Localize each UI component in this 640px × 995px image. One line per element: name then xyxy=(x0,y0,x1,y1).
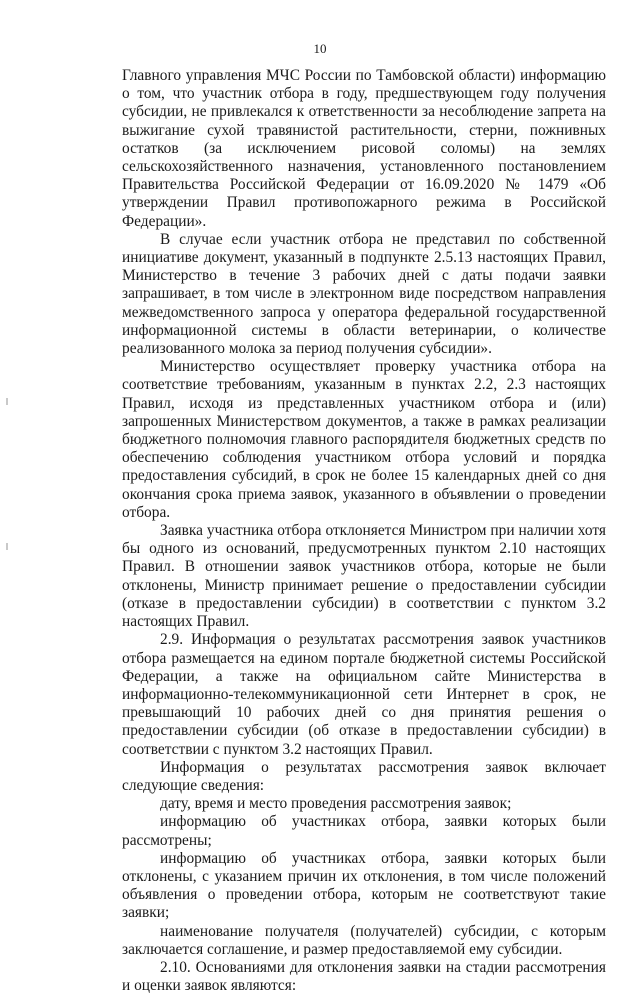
paragraph-2-10-rejection-grounds: 2.10. Основаниями для отклонения заявки на стадии рассмотрения и оценки заявок являются: xyxy=(122,958,606,995)
list-item-rejected-participants: информацию об участниках отбора, заявки которых были отклонены, с указанием причин их отклонения, в том числе положений объявления о проведении отбора, которым не соответствуют такие заявки; xyxy=(122,849,606,922)
list-item-reviewed-participants: информацию об участниках отбора, заявки которых были рассмотрены; xyxy=(122,813,606,849)
document-body xyxy=(122,67,606,995)
paragraph-ministry-verification: Министерство осуществляет проверку участника отбора на соответствие требованиям, указанным в пунктах 2.2, 2.3 настоящих Правил, исходя из представленных участником отбора и (или) запрошенных Министерством документов, а также в рамках реализации бюджетного полномочия главного распорядителя бюджетных средств по обеспечению соблюдения участником отбора условий и порядка предоставления субсидий, в срок не более 15 календарных дней со дня окончания срока приема заявок, указанного в объявлении о проведении отбора. xyxy=(122,358,606,521)
paragraph-missing-document-request: В случае если участник отбора не представил по собственной инициативе документ, указанный в подпункте 2.5.13 настоящих Правил, Министерство в течение 3 рабочих дней с даты подачи заявки запрашивает, в том числе в электронном виде посредством направления межведомственного запроса у оператора федеральной государственной информационной системы в области ветеринарии, о количестве реализованного молока за период получения субсидии». xyxy=(122,230,606,358)
margin-scan-mark xyxy=(6,398,8,405)
page-number: 10 xyxy=(313,41,327,56)
paragraph-2-9-results-publication: 2.9. Информация о результатах рассмотрения заявок участников отбора размещается на едином портале бюджетной системы Российской Федерации, а также на официальном сайте Министерства в информационно-телекоммуникационной сети Интернет в срок, не превышающий 10 рабочих дней со дня принятия решения о предоставлении субсидии (об отказе в предоставлении субсидии) в соответствии с пунктом 3.2 настоящих Правил. xyxy=(122,631,606,758)
list-item-recipient-name: наименование получателя (получателей) субсидии, с которым заключается соглашение, и размер предоставляемой ему субсидии. xyxy=(122,922,606,958)
paragraph-results-info-intro: Информация о результатах рассмотрения заявок включает следующие сведения: xyxy=(122,758,606,794)
margin-scan-mark xyxy=(6,543,8,550)
paragraph-continuation: Главного управления МЧС России по Тамбовской области) информацию о том, что участник отбора в году, предшествующем году получения субсидии, не привлекался к ответственности за несоблюдение запрета на выжигание сухой травянистой растительности, стерни, пожнивных остатков (за исключением рисовой соломы) на землях сельскохозяйственного назначения, установленного постановлением Правительства Российской Федерации от 16.09.2020 № 1479 «Об утверждении Правил противопожарного режима в Российской Федерации». xyxy=(122,67,606,230)
paragraph-application-rejection: Заявка участника отбора отклоняется Министром при наличии хотя бы одного из оснований, предусмотренных пунктом 2.10 настоящих Правил. В отношении заявок участников отбора, которые не были отклонены, Министр принимает решение о предоставлении субсидии (отказе в предоставлении субсидии) в соответствии с пунктом 3.2 настоящих Правил. xyxy=(122,522,606,631)
list-item-date-time-place: дату, время и место проведения рассмотрения заявок; xyxy=(160,795,512,813)
